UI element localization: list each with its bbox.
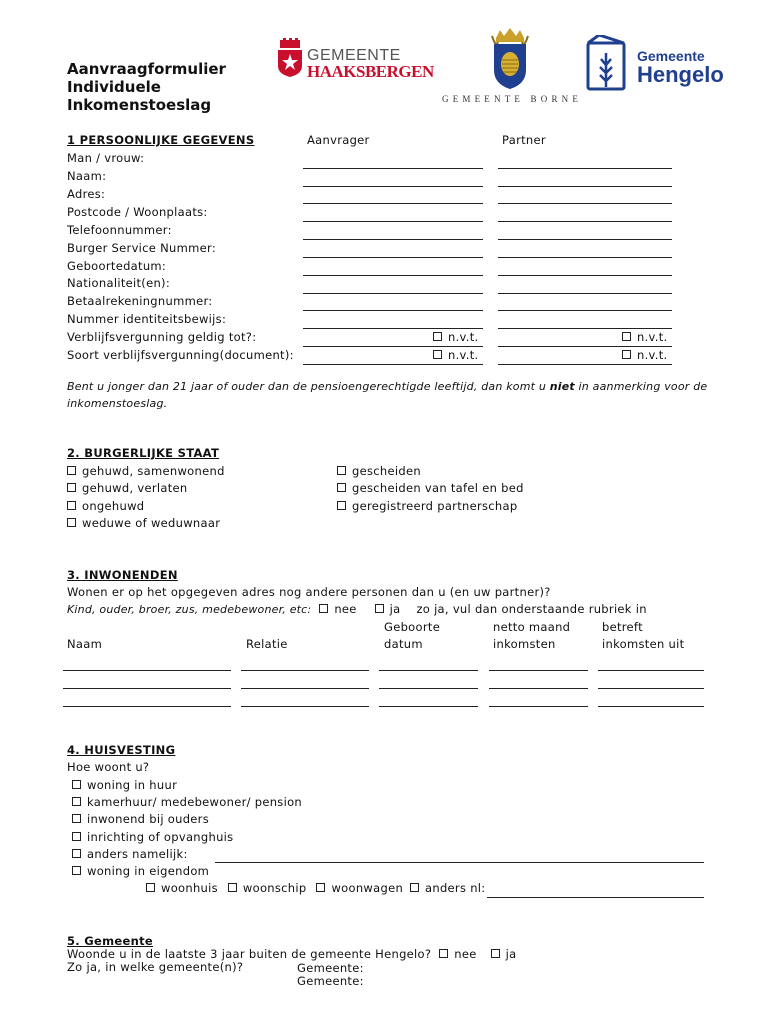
woonhuis-checkbox[interactable]	[146, 883, 155, 892]
form-title	[67, 60, 226, 114]
checkbox[interactable]	[72, 814, 81, 823]
partner-name-input[interactable]	[498, 186, 672, 187]
applicant-address-input[interactable]	[303, 203, 483, 204]
field-label: Betaalrekeningnummer:	[67, 294, 213, 308]
civil-status-option[interactable]	[67, 481, 188, 495]
nee-label: nee	[334, 602, 357, 616]
option-label: inwonend bij ouders	[87, 812, 209, 826]
checkbox[interactable]	[67, 483, 76, 492]
age-note-line2: inkomenstoeslag.	[67, 397, 168, 410]
checkbox[interactable]	[72, 832, 81, 841]
section4-heading: 4. HUISVESTING	[67, 743, 176, 757]
nee-label: nee	[454, 947, 477, 961]
ja-label: ja	[389, 602, 401, 616]
checkbox[interactable]	[72, 780, 81, 789]
applicant-column-header: Aanvrager	[307, 133, 370, 147]
partner-nationality-input[interactable]	[498, 293, 672, 294]
option-label: geregistreerd partnerschap	[352, 499, 518, 513]
field-label: Postcode / Woonplaats:	[67, 205, 208, 219]
borne-crest-icon	[490, 28, 530, 90]
option-label: gehuwd, samenwonend	[82, 464, 225, 478]
resident-geboortedatum-input[interactable]	[379, 670, 478, 671]
civil-status-option[interactable]	[67, 464, 225, 478]
field-label: Telefoonnummer:	[67, 223, 172, 237]
logo-hengelo	[585, 35, 730, 95]
col-betreft: betreft	[602, 620, 643, 634]
option-label: woning in eigendom	[87, 864, 210, 878]
partner-phone-input[interactable]	[498, 239, 672, 240]
partner-permit-date-nvt[interactable]	[622, 330, 667, 344]
ja-label: ja	[505, 947, 517, 961]
ownership-anders-input[interactable]	[487, 897, 704, 898]
nvt-label: n.v.t.	[637, 330, 668, 344]
woonschip-checkbox[interactable]	[228, 883, 237, 892]
applicant-postcode-input[interactable]	[303, 221, 483, 222]
partner-bsn-input[interactable]	[498, 257, 672, 258]
housing-option[interactable]	[72, 812, 209, 826]
residents-ja-checkbox[interactable]	[375, 604, 384, 613]
col-inkomsten-uit: inkomsten uit	[602, 637, 685, 651]
partner-address-input[interactable]	[498, 203, 672, 204]
resident-naam-input[interactable]	[63, 706, 231, 707]
option-label: anders nl:	[425, 881, 486, 895]
anders-nl-checkbox[interactable]	[410, 883, 419, 892]
civil-status-option[interactable]	[67, 516, 220, 530]
age-note-text: in aanmerking voor de	[574, 380, 708, 393]
option-label: inrichting of opvanghuis	[87, 830, 234, 844]
nvt-label: n.v.t.	[637, 348, 668, 362]
municipality-question: Woonde u in de laatste 3 jaar buiten de gemeente Hengelo?	[67, 947, 432, 961]
age-note-emphasis: niet	[549, 380, 575, 393]
checkbox[interactable]	[67, 466, 76, 475]
hengelo-line2: Hengelo	[637, 62, 724, 87]
section3-heading: 3. INWONENDEN	[67, 568, 178, 582]
checkbox[interactable]	[433, 350, 442, 359]
option-label: woonwagen	[331, 881, 404, 895]
option-label: ongehuwd	[82, 499, 145, 513]
housing-question: Hoe woont u?	[67, 760, 150, 774]
resident-geboortedatum-input[interactable]	[379, 688, 478, 689]
applicant-bank-input[interactable]	[303, 310, 483, 311]
haaksbergen-line1: GEMEENTE	[307, 47, 401, 64]
checkbox[interactable]	[72, 797, 81, 806]
woonwagen-checkbox[interactable]	[316, 883, 325, 892]
field-label: Burger Service Nummer:	[67, 241, 216, 255]
field-label: Adres:	[67, 187, 106, 201]
gemeente-label: Gemeente:	[297, 974, 364, 988]
partner-postcode-input[interactable]	[498, 221, 672, 222]
checkbox[interactable]	[433, 332, 442, 341]
checkbox[interactable]	[67, 501, 76, 510]
housing-option[interactable]	[72, 830, 233, 844]
borne-caption: GEMEENTE BORNE	[442, 94, 583, 104]
field-label: Nationaliteit(en):	[67, 276, 171, 290]
option-label: gehuwd, verlaten	[82, 481, 188, 495]
municipality-ja-checkbox[interactable]	[491, 949, 500, 958]
field-label: Man / vrouw:	[67, 151, 145, 165]
housing-option[interactable]	[72, 778, 177, 792]
col-netto-maand: netto maand	[493, 620, 571, 634]
applicant-nationality-input[interactable]	[303, 293, 483, 294]
logo-haaksbergen	[277, 38, 437, 83]
partner-column-header: Partner	[502, 133, 546, 147]
option-label: gescheiden	[352, 464, 421, 478]
checkbox[interactable]	[67, 518, 76, 527]
applicant-permit-type-input[interactable]	[303, 364, 483, 365]
option-label: woonschip	[242, 881, 307, 895]
resident-naam-input[interactable]	[63, 670, 231, 671]
checkbox[interactable]	[622, 332, 631, 341]
age-note-text: Bent u jonger dan 21 jaar of ouder dan de pensioengerechtigde leeftijd, dan komt u	[67, 380, 550, 393]
resident-geboortedatum-input[interactable]	[379, 706, 478, 707]
checkbox[interactable]	[337, 501, 346, 510]
applicant-permit-date-input[interactable]	[303, 346, 483, 347]
ownership-type-row	[146, 881, 485, 895]
title-line: Inkomenstoeslag	[67, 96, 212, 114]
hengelo-crest-icon	[585, 35, 627, 95]
resident-relatie-input[interactable]	[241, 688, 369, 689]
which-municipality-label: Zo ja, in welke gemeente(n)?	[67, 960, 244, 974]
option-label: gescheiden van tafel en bed	[352, 481, 524, 495]
applicant-name-input[interactable]	[303, 186, 483, 187]
option-label: woning in huur	[87, 778, 178, 792]
civil-status-option[interactable]	[337, 464, 421, 478]
nvt-label: n.v.t.	[448, 348, 479, 362]
age-note	[67, 380, 707, 393]
field-label: Nummer identiteitsbewijs:	[67, 312, 227, 326]
section1-heading: 1 PERSOONLIJKE GEGEVENS	[67, 133, 255, 147]
logo-borne	[440, 28, 585, 108]
gemeente-label: Gemeente:	[297, 961, 364, 975]
resident-inkomsten-input[interactable]	[489, 670, 588, 671]
resident-relatie-input[interactable]	[241, 706, 369, 707]
title-line: Individuele	[67, 78, 161, 96]
applicant-phone-input[interactable]	[303, 239, 483, 240]
checkbox[interactable]	[72, 866, 81, 875]
col-geboorte: Geboorte	[384, 620, 441, 634]
option-label: anders namelijk:	[87, 847, 188, 861]
residents-answer-row	[67, 602, 647, 616]
housing-anders-input[interactable]	[215, 862, 704, 863]
partner-permit-type-nvt[interactable]	[622, 348, 667, 362]
applicant-birthdate-input[interactable]	[303, 275, 483, 276]
partner-bank-input[interactable]	[498, 310, 672, 311]
housing-option[interactable]	[72, 864, 209, 878]
applicant-bsn-input[interactable]	[303, 257, 483, 258]
resident-naam-input[interactable]	[63, 688, 231, 689]
resident-relatie-input[interactable]	[241, 670, 369, 671]
checkbox[interactable]	[337, 466, 346, 475]
civil-status-option[interactable]	[337, 499, 517, 513]
housing-option[interactable]	[72, 795, 302, 809]
title-line: Aanvraagformulier	[67, 60, 226, 78]
col-inkomsten: inkomsten	[493, 637, 556, 651]
applicant-id-input[interactable]	[303, 328, 483, 329]
residents-ja-text: zo ja, vul dan onderstaande rubriek in	[416, 602, 647, 616]
field-label: Naam:	[67, 169, 107, 183]
option-label: weduwe of weduwnaar	[82, 516, 221, 530]
residents-nee-checkbox[interactable]	[319, 604, 328, 613]
municipality-question-row	[67, 947, 516, 961]
field-label: Soort verblijfsvergunning(document):	[67, 348, 294, 362]
residents-question: Wonen er op het opgegeven adres nog andere personen dan u (en uw partner)?	[67, 585, 551, 599]
partner-id-input[interactable]	[498, 328, 672, 329]
col-naam: Naam	[67, 637, 103, 651]
applicant-permit-date-nvt[interactable]	[433, 330, 478, 344]
resident-betreft-input[interactable]	[598, 706, 704, 707]
section2-heading: 2. BURGERLIJKE STAAT	[67, 446, 220, 460]
checkbox[interactable]	[72, 849, 81, 858]
checkbox[interactable]	[337, 483, 346, 492]
resident-inkomsten-input[interactable]	[489, 688, 588, 689]
col-relatie: Relatie	[246, 637, 288, 651]
col-datum: datum	[384, 637, 423, 651]
housing-option[interactable]	[72, 847, 188, 861]
partner-gender-input[interactable]	[498, 168, 672, 169]
field-label: Geboortedatum:	[67, 259, 167, 273]
partner-permit-type-input[interactable]	[498, 364, 672, 365]
residents-example: Kind, ouder, broer, zus, medebewoner, etc:	[67, 603, 312, 616]
haaksbergen-line2: HAAKSBERGEN	[307, 62, 434, 81]
section5-heading: 5. Gemeente	[67, 934, 153, 948]
field-label: Verblijfsvergunning geldig tot?:	[67, 330, 257, 344]
hengelo-line1: Gemeente	[637, 48, 705, 64]
applicant-gender-input[interactable]	[303, 168, 483, 169]
option-label: kamerhuur/ medebewoner/ pension	[87, 795, 302, 809]
checkbox[interactable]	[622, 350, 631, 359]
applicant-permit-type-nvt[interactable]	[433, 348, 478, 362]
option-label: woonhuis	[161, 881, 218, 895]
civil-status-option[interactable]	[67, 499, 144, 513]
nvt-label: n.v.t.	[448, 330, 479, 344]
partner-permit-date-input[interactable]	[498, 346, 672, 347]
haaksbergen-crest-icon	[277, 38, 303, 78]
partner-birthdate-input[interactable]	[498, 275, 672, 276]
resident-inkomsten-input[interactable]	[489, 706, 588, 707]
resident-betreft-input[interactable]	[598, 688, 704, 689]
resident-betreft-input[interactable]	[598, 670, 704, 671]
municipality-nee-checkbox[interactable]	[439, 949, 448, 958]
civil-status-option[interactable]	[337, 481, 524, 495]
